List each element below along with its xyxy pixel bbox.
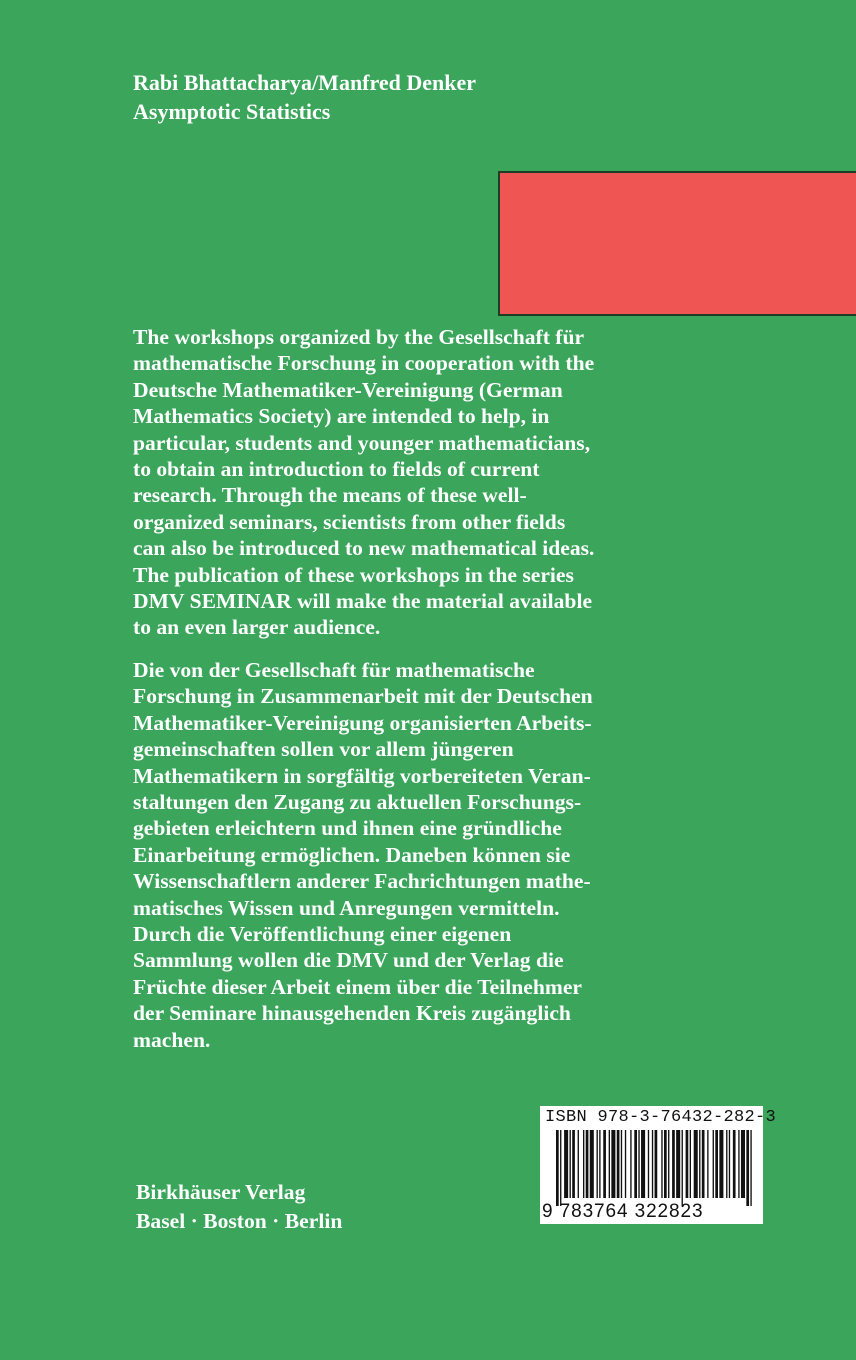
barcode-bar xyxy=(668,1130,669,1198)
text-line: Mathematics Society) are intended to help, in xyxy=(133,404,550,429)
barcode-bar xyxy=(690,1130,691,1198)
barcode-bar xyxy=(713,1130,714,1198)
text-line: particular, students and younger mathematicians, xyxy=(133,430,591,455)
barcode-bar xyxy=(661,1130,662,1198)
barcode-bar xyxy=(599,1130,600,1198)
cover-header xyxy=(133,68,476,126)
text-line: Früchte dieser Arbeit einem über die Teilnehmer xyxy=(133,974,583,999)
barcode-bar xyxy=(719,1130,723,1198)
barcode-bar xyxy=(638,1130,639,1198)
barcode-bar xyxy=(672,1130,675,1198)
barcode-bar xyxy=(590,1130,594,1198)
barcode-bar xyxy=(694,1130,698,1198)
text-line: The publication of these workshops in the series xyxy=(133,562,574,587)
barcode-bar xyxy=(682,1130,683,1206)
barcode-bar xyxy=(729,1130,730,1198)
barcode-bar xyxy=(702,1130,705,1198)
barcode-bar xyxy=(572,1130,575,1198)
barcode-bar xyxy=(583,1130,584,1198)
barcode-bar xyxy=(738,1130,739,1198)
barcode-bar xyxy=(733,1130,736,1198)
text-line: organized seminars, scientists from other fields xyxy=(133,509,566,534)
ean-digits: 9 783764 322823 xyxy=(542,1201,704,1222)
barcode-bar xyxy=(603,1130,606,1198)
text-line: The workshops organized by the Gesellschaft für xyxy=(133,325,585,349)
text-line: der Seminare hinausgehenden Kreis zugänglich xyxy=(133,1001,571,1026)
publisher-block xyxy=(136,1178,342,1236)
barcode-bar xyxy=(655,1130,658,1198)
isbn-text: ISBN 978-3-76432-282-3 xyxy=(545,1108,777,1127)
barcode-bar xyxy=(609,1130,610,1198)
barcode-bar xyxy=(556,1130,559,1206)
barcode-bar xyxy=(611,1130,615,1198)
text-line: Mathematikern in sorgfältig vorbereiteten Veran- xyxy=(133,763,591,788)
barcode-bar xyxy=(625,1130,626,1198)
barcode-bar xyxy=(634,1130,637,1198)
text-line: matisches Wissen und Anregungen vermitteln. xyxy=(133,895,560,920)
text-line: machen. xyxy=(133,1027,211,1052)
publisher-name: Birkhäuser Verlag xyxy=(136,1180,306,1204)
barcode-bar xyxy=(617,1130,620,1198)
barcode-bar xyxy=(741,1130,745,1198)
text-line: Mathematiker-Vereinigung organisierten Arbeits- xyxy=(133,710,592,735)
barcode-bar xyxy=(630,1130,631,1198)
german-description xyxy=(133,657,593,1053)
publisher-cities: Basel · Boston · Berlin xyxy=(136,1209,343,1233)
barcode-bar xyxy=(726,1130,727,1198)
barcode-bar xyxy=(648,1130,649,1198)
text-line: can also be introduced to new mathematical ideas. xyxy=(133,536,595,561)
text-line: to obtain an introduction to fields of current xyxy=(133,457,540,482)
barcode-bar xyxy=(686,1130,689,1198)
text-line: staltungen den Zugang zu aktuellen Forschungs- xyxy=(133,790,582,815)
barcode-bar xyxy=(707,1130,708,1198)
text-line: Deutsche Mathematiker-Vereinigung (German xyxy=(133,377,563,402)
text-line: gebieten erleichtern und ihnen eine gründliche xyxy=(133,816,562,841)
barcode-bar xyxy=(750,1130,751,1206)
barcode-bar xyxy=(597,1130,598,1198)
barcode-bar xyxy=(715,1130,718,1198)
english-description xyxy=(133,324,594,641)
text-line: Durch die Veröffentlichung einer eigenen xyxy=(133,922,512,947)
barcode-bar xyxy=(641,1130,645,1198)
authors: Rabi Bhattacharya/Manfred Denker xyxy=(133,70,477,95)
barcode-bar xyxy=(560,1130,561,1206)
barcode-bar xyxy=(652,1130,653,1198)
text-line: to an even larger audience. xyxy=(133,615,381,640)
barcode-bars-icon xyxy=(556,1130,752,1206)
barcode-bar xyxy=(578,1130,579,1198)
text-line: Sammlung wollen die DMV und der Verlag die xyxy=(133,948,564,973)
barcode-bar xyxy=(676,1130,680,1198)
barcode-bar xyxy=(564,1130,568,1198)
text-line: DMV SEMINAR will make the material available xyxy=(133,589,593,614)
book-title: Asymptotic Statistics xyxy=(133,99,331,124)
barcode-bar xyxy=(570,1130,571,1198)
text-line: gemeinschaften sollen vor allem jüngeren xyxy=(133,737,514,762)
barcode-bar xyxy=(746,1130,749,1206)
barcode-bar xyxy=(621,1130,622,1198)
text-line: Wissenschaftlern anderer Fachrichtungen mathe- xyxy=(133,869,591,894)
text-line: mathematische Forschung in cooperation with the xyxy=(133,351,595,376)
barcode-bar xyxy=(699,1130,700,1198)
isbn-barcode xyxy=(540,1106,777,1224)
text-line: research. Through the means of these well- xyxy=(133,483,527,508)
red-title-panel xyxy=(498,171,856,316)
text-line: Forschung in Zusammenarbeit mit der Deutschen xyxy=(133,684,593,709)
text-line: Die von der Gesellschaft für mathematische xyxy=(133,658,535,682)
barcode-bar xyxy=(664,1130,667,1198)
barcode-bar xyxy=(586,1130,589,1198)
text-line: Einarbeitung ermöglichen. Daneben können sie xyxy=(133,842,571,867)
